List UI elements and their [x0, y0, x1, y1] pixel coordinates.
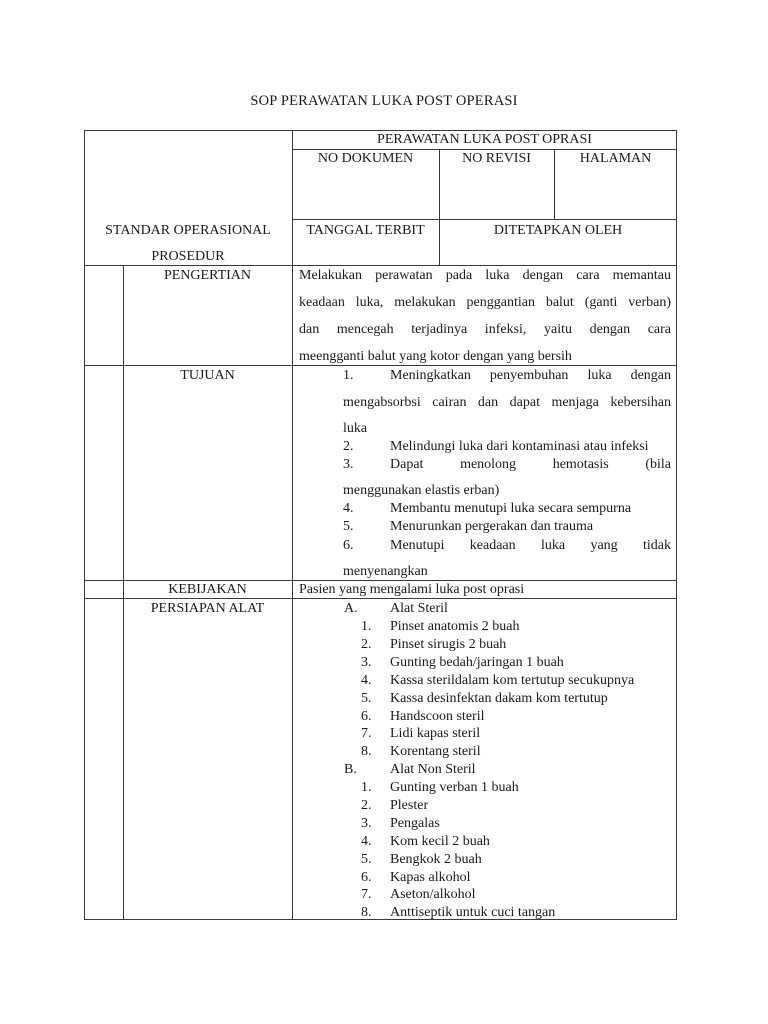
tujuan-item: Melindungi luka dari kontaminasi atau infeksi — [390, 439, 649, 454]
prosedur-label: PROSEDUR — [151, 249, 225, 264]
list-item: Kassa desinfektan dakam kom tertutup — [390, 690, 608, 706]
list-item-number: 2. — [361, 636, 372, 652]
group-letter: A. — [344, 601, 358, 616]
list-item: Handscoon steril — [390, 708, 485, 724]
tujuan-item: Meningkatkan penyembuhan luka dengan — [390, 368, 671, 383]
tujuan-item-continuation: menyenangkan — [343, 564, 428, 579]
list-item: Aseton/alkohol — [390, 887, 476, 903]
list-item: Lidi kapas steril — [390, 726, 481, 742]
tujuan-item-number: 3. — [343, 457, 354, 472]
halaman-header: HALAMAN — [579, 151, 652, 166]
list-item-number: 3. — [361, 654, 372, 670]
pengertian-line: meengganti balut yang kotor dengan yang bersih — [299, 349, 572, 364]
list-item: Pinset anatomis 2 buah — [390, 619, 520, 634]
list-item-number: 5. — [361, 851, 372, 867]
group-title: Alat Non Steril — [390, 762, 476, 777]
list-item-number: 2. — [361, 797, 372, 813]
list-item-number: 4. — [361, 833, 372, 849]
list-item: Gunting verban 1 buah — [390, 780, 519, 795]
tujuan-item: Dapat menolong hemotasis (bila — [390, 457, 671, 472]
list-item: Kapas alkohol — [390, 869, 471, 885]
list-item: Pinset sirugis 2 buah — [390, 636, 507, 652]
list-item: Korentang steril — [390, 744, 481, 760]
pengertian-line: dan mencegah terjadinya infeksi, yaitu dengan cara — [299, 322, 671, 337]
procedure-title: PERAWATAN LUKA POST OPRASI — [377, 132, 592, 147]
tujuan-item: Menurunkan pergerakan dan trauma — [390, 519, 594, 534]
list-item: Pengalas — [390, 815, 440, 831]
list-item: Anttiseptik untuk cuci tangan — [390, 905, 556, 921]
pengertian-line: Melakukan perawatan pada luka dengan cara memantau — [299, 268, 671, 283]
group-letter: B. — [344, 762, 357, 777]
tujuan-item-number: 1. — [343, 368, 354, 383]
tujuan-item-number: 2. — [343, 439, 354, 454]
list-item-number: 1. — [361, 780, 372, 795]
no-revisi-header: NO REVISI — [462, 151, 531, 166]
list-item: Plester — [390, 797, 429, 813]
list-item: Gunting bedah/jaringan 1 buah — [390, 654, 564, 670]
list-item-number: 8. — [361, 744, 372, 760]
list-item-number: 8. — [361, 905, 372, 921]
kebijakan-label: KEBIJAKAN — [168, 582, 247, 597]
tujuan-item: Membantu menutupi luka secara sempurna — [390, 501, 632, 516]
list-item-number: 5. — [361, 690, 372, 706]
ditetapkan-oleh-label: DITETAPKAN OLEH — [493, 223, 623, 238]
persiapan-alat-label: PERSIAPAN ALAT — [150, 601, 265, 616]
list-item: Kassa sterildalam kom tertutup secukupnya — [390, 672, 635, 688]
tanggal-terbit-label: TANGGAL TERBIT — [306, 223, 425, 238]
list-item-number: 1. — [361, 619, 372, 634]
list-item-number: 7. — [361, 726, 372, 742]
pengertian-line: keadaan luka, melakukan penggantian balut (ganti verban) — [299, 295, 671, 310]
list-item-number: 4. — [361, 672, 372, 688]
tujuan-item-number: 5. — [343, 519, 354, 534]
list-item: Kom kecil 2 buah — [390, 833, 490, 849]
tujuan-item-number: 6. — [343, 538, 354, 553]
list-item-number: 6. — [361, 708, 372, 724]
group-title: Alat Steril — [390, 601, 448, 616]
tujuan-item-continuation: menggunakan elastis erban) — [343, 483, 500, 498]
tujuan-item-continuation: luka — [343, 421, 368, 436]
list-item-number: 7. — [361, 887, 372, 903]
list-item-number: 6. — [361, 869, 372, 885]
tujuan-item-number: 4. — [343, 501, 354, 516]
list-item-number: 3. — [361, 815, 372, 831]
tujuan-label: TUJUAN — [180, 368, 235, 383]
tujuan-item-continuation: mengabsorbsi cairan dan dapat menjaga kebersihan — [343, 395, 671, 410]
kebijakan-text: Pasien yang mengalami luka post oprasi — [299, 582, 525, 597]
standar-operasional-label: STANDAR OPERASIONAL — [105, 223, 271, 238]
tujuan-item: Menutupi keadaan luka yang tidak — [390, 538, 671, 553]
no-dokumen-header: NO DOKUMEN — [317, 151, 414, 166]
document-title: SOP PERAWATAN LUKA POST OPERASI — [250, 93, 518, 109]
list-item: Bengkok 2 buah — [390, 851, 482, 867]
pengertian-label: PENGERTIAN — [163, 268, 252, 283]
